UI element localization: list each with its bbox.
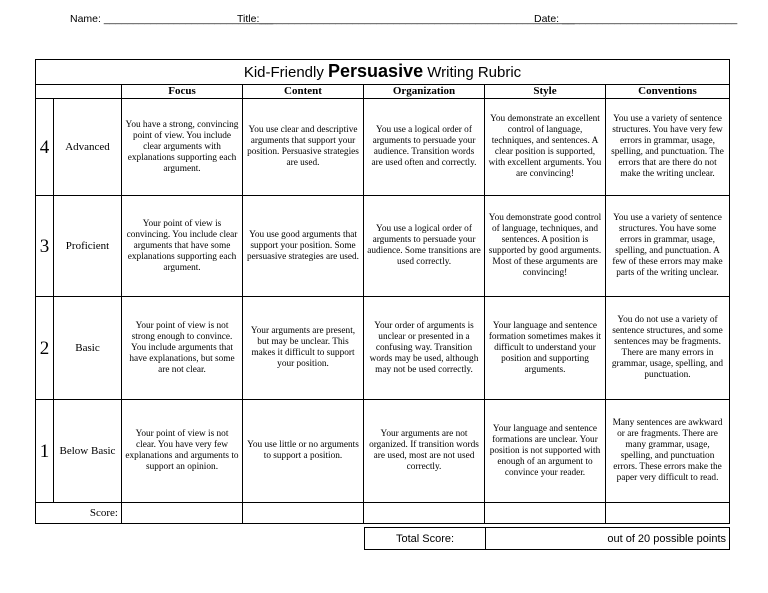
- rubric-cell: You demonstrate good control of language, techniques, and sentences. A position is supported by good arguments. Most of these arguments are convincing!: [485, 196, 606, 297]
- total-score-field[interactable]: out of 20 possible points: [486, 528, 730, 550]
- rubric-row-proficient: [36, 196, 730, 297]
- rubric-cell: You do not use a variety of sentence structures, and some sentences may be fragments. There are many errors in grammar, usage, spelling, and punctuation.: [606, 297, 730, 400]
- row-level: Proficient: [54, 196, 122, 297]
- row-number: 4: [36, 99, 54, 196]
- rubric-row-advanced: [36, 99, 730, 196]
- rubric-table: [35, 59, 730, 524]
- total-score-label: Total Score:: [365, 528, 486, 550]
- rubric-cell: You use a logical order of arguments to persuade your audience. Some transitions are used correctly.: [364, 196, 485, 297]
- rubric-cell: You use a variety of sentence structures. You have very few errors in grammar, usage, spelling, and punctuation. The errors that are there do not make the writing unclear.: [606, 99, 730, 196]
- row-number: 3: [36, 196, 54, 297]
- total-score-table: [364, 527, 730, 550]
- column-header-conventions: Conventions: [606, 85, 730, 99]
- rubric-cell: You have a strong, convincing point of view. You include clear arguments with explanations supporting each argument.: [122, 99, 243, 196]
- rubric-title: Kid-Friendly Persuasive Writing Rubric: [36, 60, 730, 85]
- rubric-row-basic: [36, 297, 730, 400]
- row-level: Basic: [54, 297, 122, 400]
- corner-header: [36, 85, 122, 99]
- rubric-cell: You demonstrate an excellent control of language, techniques, and sentences. A clear position is supported, with excellent arguments. You are convincing!: [485, 99, 606, 196]
- score-cell-style[interactable]: [485, 503, 606, 524]
- rubric-cell: Your order of arguments is unclear or presented in a confusing way. Transition words may be used, although may not be used correctly.: [364, 297, 485, 400]
- column-header-content: Content: [243, 85, 364, 99]
- row-level: Advanced: [54, 99, 122, 196]
- name-field-label[interactable]: Name: _____________________________: [70, 13, 274, 25]
- score-row: [36, 503, 730, 524]
- rubric-cell: Many sentences are awkward or are fragments. There are many grammar, usage, spelling, and punctuation errors. These errors make the paper very difficult to read.: [606, 400, 730, 503]
- rubric-row-below-basic: [36, 400, 730, 503]
- rubric-cell: Your point of view is not strong enough to convince. You include arguments that have explanations, but some are not clear.: [122, 297, 243, 400]
- score-cell-focus[interactable]: [122, 503, 243, 524]
- rubric-cell: Your language and sentence formation sometimes makes it difficult to understand your position and supporting arguments.: [485, 297, 606, 400]
- rubric-cell: You use clear and descriptive arguments that support your position. Persuasive strategies are used.: [243, 99, 364, 196]
- score-cell-content[interactable]: [243, 503, 364, 524]
- date-field-label[interactable]: Date: ______________________________: [534, 13, 738, 25]
- rubric-cell: Your point of view is not clear. You have very few explanations and arguments to support an opinion.: [122, 400, 243, 503]
- rubric-cell: You use little or no arguments to support a position.: [243, 400, 364, 503]
- row-level: Below Basic: [54, 400, 122, 503]
- row-number: 1: [36, 400, 54, 503]
- column-header-focus: Focus: [122, 85, 243, 99]
- rubric-cell: You use a variety of sentence structures. You have some errors in grammar, usage, spelling, and punctuation. A few of these errors may make parts of the writing unclear.: [606, 196, 730, 297]
- column-header-style: Style: [485, 85, 606, 99]
- title-field-label[interactable]: Title:______________________________________________________: [237, 13, 575, 25]
- score-label: Score:: [36, 503, 122, 524]
- column-header-organization: Organization: [364, 85, 485, 99]
- rubric-cell: You use good arguments that support your position. Some persuasive strategies are used.: [243, 196, 364, 297]
- row-number: 2: [36, 297, 54, 400]
- rubric-cell: Your language and sentence formations are unclear. Your position is not supported with enough of an argument to convince your reader.: [485, 400, 606, 503]
- rubric-cell: You use a logical order of arguments to persuade your audience. Transition words are used often and correctly.: [364, 99, 485, 196]
- rubric-cell: Your arguments are present, but may be unclear. This makes it difficult to support your position.: [243, 297, 364, 400]
- score-cell-conventions[interactable]: [606, 503, 730, 524]
- rubric-cell: Your arguments are not organized. If transition words are used, most are not used correctly.: [364, 400, 485, 503]
- rubric-cell: Your point of view is convincing. You include clear arguments that have some explanations supporting each argument.: [122, 196, 243, 297]
- score-cell-organization[interactable]: [364, 503, 485, 524]
